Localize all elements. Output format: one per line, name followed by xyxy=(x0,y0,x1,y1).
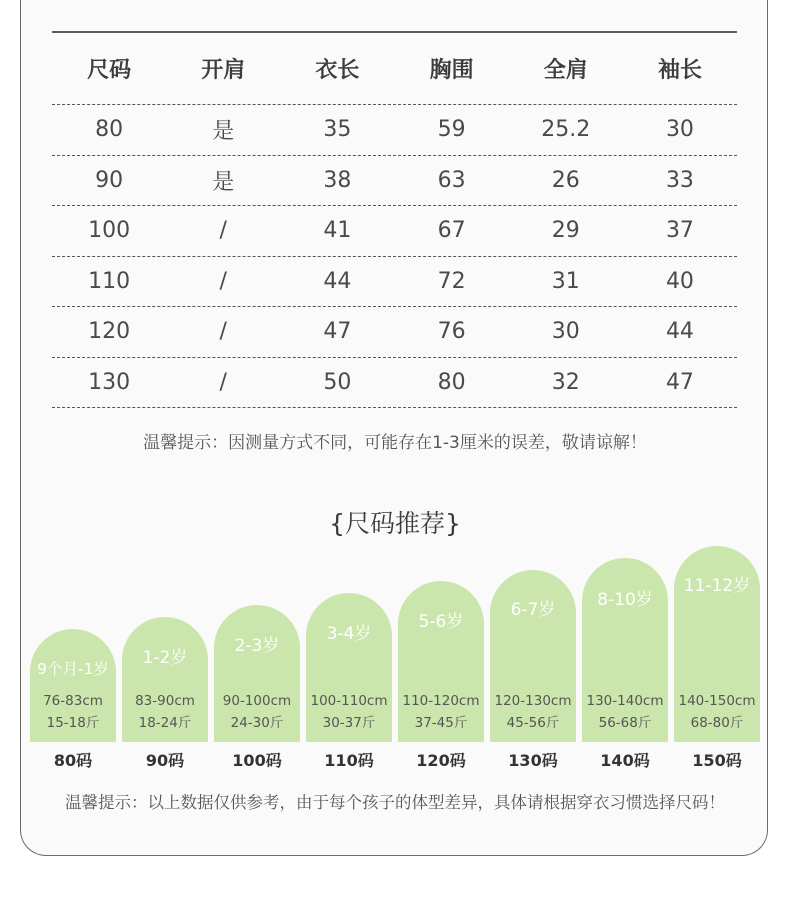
arch-age: 5-6岁 xyxy=(418,612,464,632)
arch-card xyxy=(582,558,668,742)
arch-age: 8-10岁 xyxy=(597,590,653,610)
table-cell: 是 xyxy=(212,119,235,145)
table-cell: 47 xyxy=(323,319,352,345)
header-sleeve: 袖长 xyxy=(657,58,702,83)
arch-age: 11-12岁 xyxy=(683,576,751,596)
table-cell: 35 xyxy=(323,117,352,143)
table-cell: 130 xyxy=(88,369,131,395)
table-cell: 44 xyxy=(323,268,352,294)
table-cell: 76 xyxy=(437,319,466,345)
table-cell: 38 xyxy=(323,167,352,193)
table-cell: 67 xyxy=(437,218,466,244)
recommendation-title: {尺码推荐} xyxy=(329,509,461,538)
measurement-tip: 温馨提示：因测量方式不同，可能存在1-3厘米的误差，敬请谅解！ xyxy=(143,433,647,453)
size-label: 150码 xyxy=(692,751,742,770)
arch-height: 120-130cm xyxy=(494,693,572,709)
arch-height: 76-83cm xyxy=(43,693,103,709)
arch-height: 130-140cm xyxy=(586,693,664,709)
arch-height: 83-90cm xyxy=(135,693,195,709)
table-cell: 47 xyxy=(665,369,694,395)
arch-weight: 56-68斤 xyxy=(598,715,652,731)
table-cell: 90 xyxy=(95,167,124,193)
table-cell: 37 xyxy=(665,218,694,244)
arch-card xyxy=(306,593,392,742)
arch-weight: 45-56斤 xyxy=(506,715,560,731)
header-open-shoulder: 开肩 xyxy=(201,58,246,83)
header-size: 尺码 xyxy=(87,58,132,83)
arch-age: 2-3岁 xyxy=(234,636,280,656)
arch-card xyxy=(490,570,576,742)
header-chest: 胸围 xyxy=(429,58,474,83)
table-cell: 33 xyxy=(665,167,694,193)
arch-weight: 24-30斤 xyxy=(230,715,284,731)
table-cell: 44 xyxy=(665,319,694,345)
arch-age: 6-7岁 xyxy=(510,600,556,620)
arch-weight: 15-18斤 xyxy=(46,715,100,731)
size-label: 120码 xyxy=(416,751,466,770)
size-label: 100码 xyxy=(232,751,282,770)
table-cell: 是 xyxy=(212,169,235,195)
table-cell: 30 xyxy=(551,319,580,345)
size-label: 140码 xyxy=(600,751,650,770)
table-cell: 72 xyxy=(437,268,466,294)
table-cell: / xyxy=(219,319,227,345)
size-label: 130码 xyxy=(508,751,558,770)
size-label: 80码 xyxy=(53,751,93,770)
table-cell: 80 xyxy=(437,369,466,395)
table-cell: / xyxy=(219,268,227,294)
arch-age: 3-4岁 xyxy=(326,624,372,644)
table-cell: / xyxy=(219,218,227,244)
arch-card xyxy=(122,617,208,742)
arch-card xyxy=(398,581,484,742)
arch-weight: 18-24斤 xyxy=(138,715,192,731)
arch-height: 90-100cm xyxy=(222,693,292,709)
header-shoulder: 全肩 xyxy=(543,58,588,83)
table-cell: 29 xyxy=(551,218,580,244)
arch-card xyxy=(30,629,116,742)
table-cell: 50 xyxy=(323,369,352,395)
header-length: 衣长 xyxy=(315,58,360,83)
table-cell: 31 xyxy=(551,268,580,294)
arch-height: 140-150cm xyxy=(678,693,756,709)
table-cell: 120 xyxy=(88,319,131,345)
table-cell: 30 xyxy=(665,117,694,143)
arch-height: 110-120cm xyxy=(402,693,480,709)
size-label: 90码 xyxy=(145,751,185,770)
table-cell: 40 xyxy=(665,268,694,294)
table-cell: 59 xyxy=(437,117,466,143)
arch-age: 1-2岁 xyxy=(142,648,188,668)
arch-weight: 68-80斤 xyxy=(690,715,744,731)
size-label: 110码 xyxy=(324,751,374,770)
table-cell: 32 xyxy=(551,369,580,395)
table-cell: 41 xyxy=(323,218,352,244)
reference-tip: 温馨提示：以上数据仅供参考，由于每个孩子的体型差异，具体请根据穿衣习惯选择尺码！ xyxy=(65,793,725,812)
table-cell: 25.2 xyxy=(541,117,591,143)
table-cell: / xyxy=(219,369,227,395)
table-cell: 110 xyxy=(88,268,131,294)
arch-card xyxy=(674,546,760,742)
arch-weight: 37-45斤 xyxy=(414,715,468,731)
table-cell: 100 xyxy=(88,218,131,244)
arch-card xyxy=(214,605,300,742)
arch-age: 9个月-1岁 xyxy=(37,660,109,678)
table-cell: 26 xyxy=(551,167,580,193)
arch-height: 100-110cm xyxy=(310,693,388,709)
table-cell: 80 xyxy=(95,117,124,143)
table-cell: 63 xyxy=(437,167,466,193)
arch-weight: 30-37斤 xyxy=(322,715,376,731)
